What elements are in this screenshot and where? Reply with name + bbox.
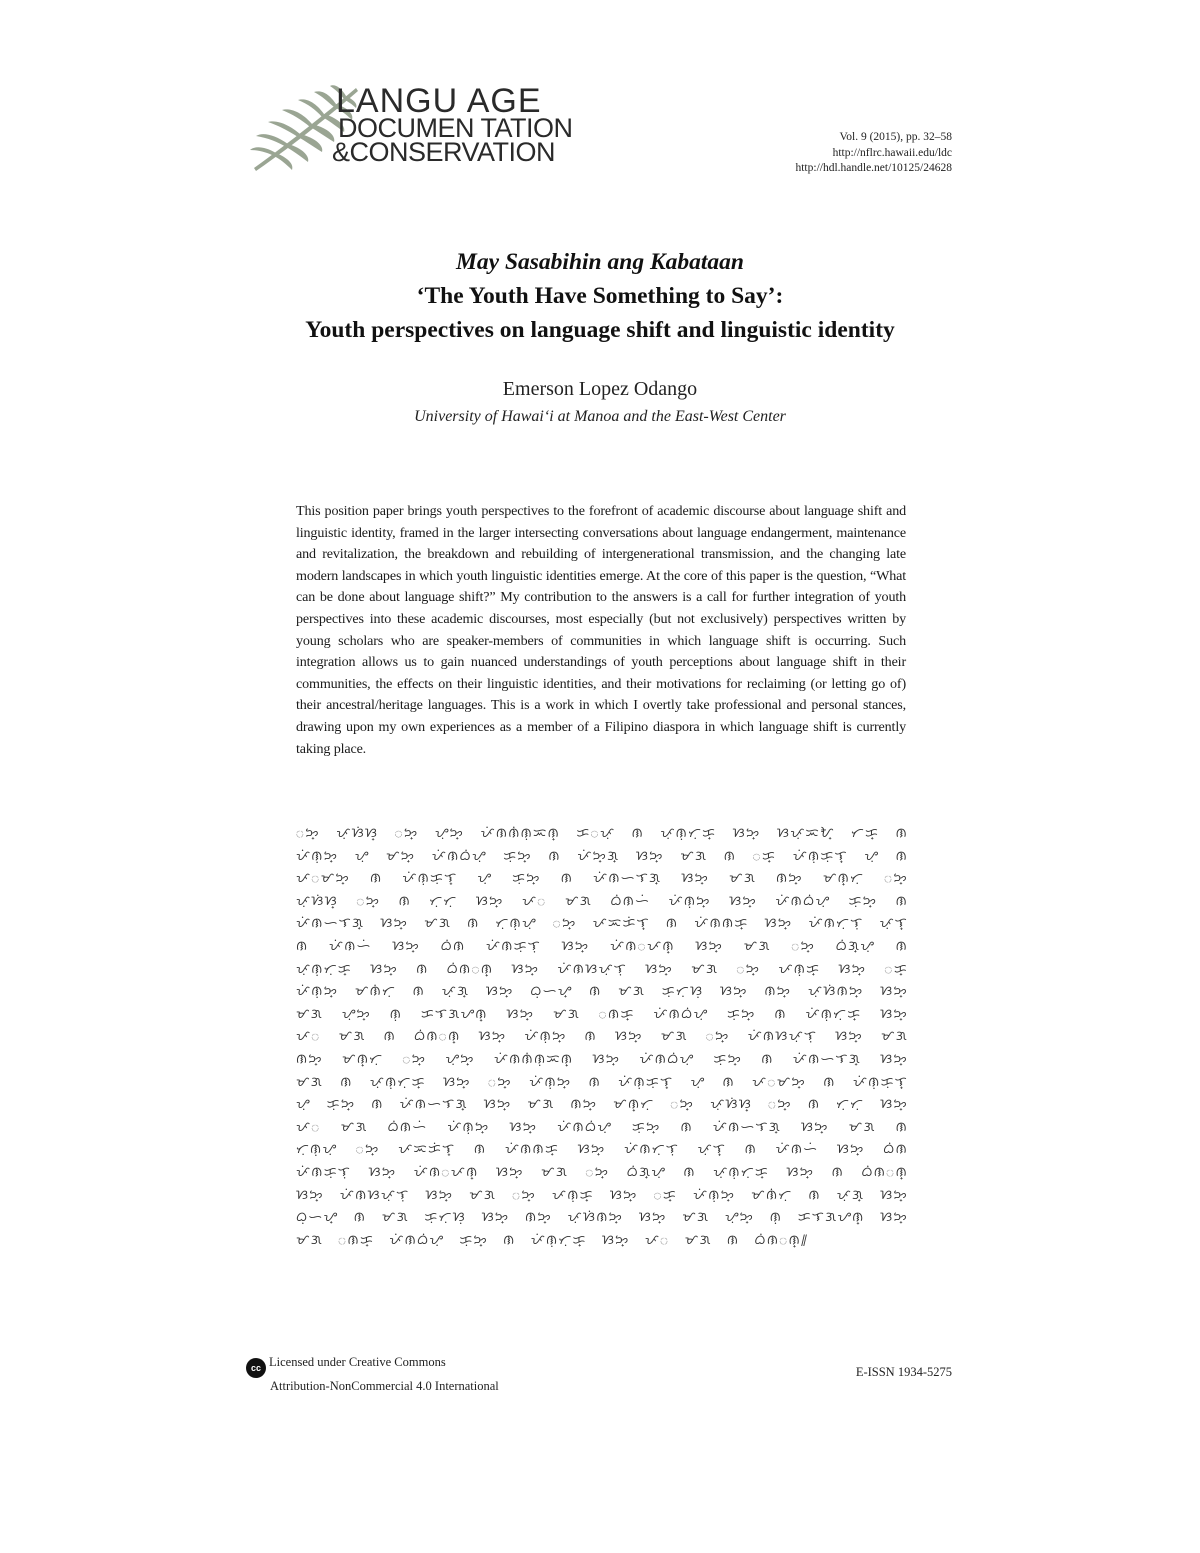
author-affiliation: University of Hawaiʻi at Manoa and the East-West Center (414, 408, 786, 425)
logo-line-language: LANGU AGE (336, 82, 542, 120)
title-translation: ‘The Youth Have Something to Say’: (416, 283, 784, 309)
author-name: Emerson Lopez Odango (502, 378, 698, 400)
license-line-2: Attribution-NonCommercial 4.0 International (270, 1379, 499, 1393)
volume-info: Vol. 9 (2015), pp. 32–58 (839, 131, 952, 143)
issn: E-ISSN 1934-5275 (855, 1365, 952, 1379)
journal-meta (795, 130, 952, 177)
license-row-1 (246, 1354, 499, 1378)
title-tagalog: May Sasabihin ang Kabataan (456, 249, 744, 275)
title-subtitle: Youth perspectives on language shift and linguistic identity (305, 317, 895, 343)
abstract-baybayin: ᜀᜅ᜔ ᜉᜓᜐᜒᜐ᜔ ᜀᜅ᜔ ᜌᜓᜅ᜔ ᜉᜒᜈᜈᜒᜈᜓᜁᜈ᜔ ᜃᜀᜉᜓ ᜈ ᜉᜓᜈᜓᜆᜓᜃ᜔ ᜐᜅ᜔ ᜐᜉᜓᜁᜀ᜔ ᜆᜃ᜔ ᜈ ᜉᜒᜈᜓᜅ᜔ ᜌᜓ ᜋᜅ᜔ ᜉᜒᜈᜊᜒᜌᜓ ᜃᜓᜅ᜔ ᜈ ᜉᜒᜅ᜔ᜄ᜔ ᜐᜅ᜔ ᜋᜄ ᜈ ᜀᜃ᜔ ᜉᜒᜈᜓᜃᜓᜎ᜔ ᜌᜓ ᜈ ᜉᜀᜋᜅ᜔ ᜈ ᜉᜒᜈᜓᜃᜓᜎ᜔ ᜌᜓ ᜃᜓᜅ᜔ ᜈ ᜉᜒᜈᜑᜎᜄ᜔ ᜐᜅ᜔ ᜋᜄ ᜈᜅ᜔ ᜋᜈ᜔ᜆᜓ ᜀᜅ᜔ ᜉᜓᜐᜒᜐ᜔ ᜀᜅ᜔ ᜈ ᜆᜓᜆᜓ ᜐᜅ᜔ ᜉᜀ ᜋᜄ ᜊᜒᜈᜑᜒ ᜉᜒᜈᜓᜅ᜔ ᜐᜅ᜔ ᜉᜒᜈᜊᜒᜌᜓ ᜃᜓᜅ᜔ ᜈ ᜉᜒᜈᜑᜎᜄ᜔ ᜐᜅ᜔ ᜋᜄ ᜈ ᜆᜓᜈᜓᜌᜓ ᜀᜅ᜔ ᜉᜁᜃᜒᜎ᜔ ᜈ ᜉᜒᜈᜈᜃ᜔ ᜐᜅ᜔ ᜉᜒᜈᜆᜓᜎᜓ ᜉᜓᜎ᜔ ᜈ ᜉᜒᜈᜑᜒ ᜐᜅ᜔ ᜊᜒᜈ ᜉᜒᜈᜃᜓᜎᜓ ᜐᜅ᜔ ᜉᜒᜈᜀᜉᜈ᜔ ᜐᜅ᜔ ᜋᜄ ᜀᜅ᜔ ᜊᜒᜄ᜔ᜌᜓ ᜈ ᜉᜓᜈᜓᜆᜓᜃ᜔ ᜐᜅ᜔ ᜈ ᜊᜒᜈᜀᜈ᜔ ᜐᜅ᜔ ᜉᜒᜈᜐᜉᜓᜎᜓ ᜐᜅ᜔ ᜋᜄ ᜀᜅ᜔ ᜉᜈᜓᜃ᜔ ᜐᜅ᜔ ᜀᜃ᜔ ᜉᜒᜈᜓᜅ᜔ ᜋᜈᜒᜆᜓ ᜈ ᜉᜓᜄ᜔ ᜐᜅ᜔ ᜊᜓᜑᜌ᜔ ᜈ ᜋᜄ ᜃᜓᜆᜓᜐᜓ ᜐᜅ᜔ ᜈᜅ᜔ ᜉᜓᜐᜒᜈᜅ᜔ ᜐᜅ᜔ ᜋᜄ ᜌᜓᜅ᜔ ᜈᜓ ᜃᜎᜄᜌᜈ᜔ ᜐᜅ᜔ ᜋᜄ ᜀᜈᜃ᜔ ᜉᜒᜈᜊᜒᜌᜓ ᜃᜓᜅ᜔ ᜈ ᜉᜒᜈᜓᜆᜓᜃ᜔ ᜐᜅ᜔ ᜉᜀ ᜋᜄ ᜈ ᜊᜒᜈᜀᜈ᜔ ᜐᜅ᜔ ᜉᜒᜈᜓᜅ᜔ ᜈ ᜐᜅ᜔ ᜋᜄ ᜀᜅ᜔ ᜉᜒᜈᜐᜉᜓᜎᜓ ᜐᜅ᜔ ᜋᜄ ᜈᜅ᜔ ᜋᜈ᜔ᜆᜓ ᜀᜅ᜔ ᜌᜓᜅ᜔ ᜉᜒᜈᜈᜒᜈᜓᜁᜈ᜔ ᜐᜅ᜔ ᜉᜒᜈᜊᜒᜌᜓ ᜃᜓᜅ᜔ ᜈ ᜉᜒᜈᜑᜎᜄ᜔ ᜐᜅ᜔ ᜋᜄ ᜈ ᜉᜓᜈᜓᜆᜓᜃ᜔ ᜐᜅ᜔ ᜀᜅ᜔ ᜉᜒᜈᜓᜅ᜔ ᜈ ᜉᜒᜈᜓᜃᜓᜎ᜔ ᜌᜓ ᜈ ᜉᜀᜋᜅ᜔ ᜈ ᜉᜒᜈᜓᜃᜓᜎ᜔ ᜌᜓ ᜃᜓᜅ᜔ ᜈ ᜉᜒᜈᜑᜎᜄ᜔ ᜐᜅ᜔ ᜋᜄ ᜈᜅ᜔ ᜋᜈ᜔ᜆᜓ ᜀᜅ᜔ ᜉᜓᜐᜒᜐ᜔ ᜀᜅ᜔ ᜈ ᜆᜓᜆᜓ ᜐᜅ᜔ ᜉᜀ ᜋᜄ ᜊᜒᜈᜑᜒ ᜉᜒᜈᜓᜅ᜔ ᜐᜅ᜔ ᜉᜒᜈᜊᜒᜌᜓ ᜃᜓᜅ᜔ ᜈ ᜉᜒᜈᜑᜎᜄ᜔ ᜐᜅ᜔ ᜋᜄ ᜈ ᜆᜓᜈᜓᜌᜓ ᜀᜅ᜔ ᜉᜁᜃᜒᜎ᜔ ᜈ ᜉᜒᜈᜈᜃ᜔ ᜐᜅ᜔ ᜉᜒᜈᜆᜓᜎᜓ ᜉᜓᜎ᜔ ᜈ ᜉᜒᜈᜑᜒ ᜐᜅ᜔ ᜊᜒᜈ ᜉᜒᜈᜃᜓᜎᜓ ᜐᜅ᜔ ᜉᜒᜈᜀᜉᜈ᜔ ᜐᜅ᜔ ᜋᜄ ᜀᜅ᜔ ᜊᜒᜄ᜔ᜌᜓ ᜈ ᜉᜓᜈᜓᜆᜓᜃ᜔ ᜐᜅ᜔ ᜈ ᜊᜒᜈᜀᜈ᜔ ᜐᜅ᜔ ᜉᜒᜈᜐᜉᜓᜎᜓ ᜐᜅ᜔ ᜋᜄ ᜀᜅ᜔ ᜉᜈᜓᜃ᜔ ᜐᜅ᜔ ᜀᜃ᜔ ᜉᜒᜈᜓᜅ᜔ ᜋᜈᜒᜆᜓ ᜈ ᜉᜓᜄ᜔ ᜐᜅ᜔ ᜊᜓᜑᜌ᜔ ᜈ ᜋᜄ ᜃᜓᜆᜓᜐᜓ ᜐᜅ᜔ ᜈᜅ᜔ ᜉᜓᜐᜒᜈᜅ᜔ ᜐᜅ᜔ ᜋᜄ ᜌᜓᜅ᜔ ᜈᜓ ᜃᜎᜄᜌᜈ᜔ ᜐᜅ᜔ ᜋᜄ ᜀᜈᜃ᜔ ᜉᜒᜈᜊᜒᜌᜓ ᜃᜓᜅ᜔ ᜈ ᜉᜒᜈᜓᜆᜓᜃ᜔ ᜐᜅ᜔ ᜉᜀ ᜋᜄ ᜈ ᜊᜒᜈᜀᜈ᜔᜶ (296, 826, 908, 1248)
paper-title (0, 245, 1200, 347)
journal-url[interactable]: http://nflrc.hawaii.edu/ldc (832, 146, 952, 159)
license-line-1: Licensed under Creative Commons (269, 1355, 446, 1369)
creative-commons-icon: cc (246, 1358, 266, 1378)
journal-logo (250, 82, 590, 174)
license-info (246, 1354, 499, 1395)
logo-line-documentation: DOCUMEN TATION (338, 113, 573, 143)
abstract-english: This position paper brings youth perspectives to the forefront of academic discourse about language shift and linguistic identity, framed in the larger intersecting conversations about language endangerment, maintenance and revitalization, the breakdown and rebuilding of intergenerational transmission, and the changing late modern landscapes in which youth linguistic identities emerge. At the core of this paper is the question, “What can be done about language shift?” My contribution to the answers is a call for further integration of youth perspectives into these academic discourses, most especially (but not exclusively) perspectives written by young scholars who are speaker-members of communities in which language shift is occurring. Such integration allows us to gain nuanced understandings of youth perceptions about language shift in their communities, the effects on their linguistic identities, and their motivations for reclaiming (or letting go of) their ancestral/heritage languages. This is a work in which I overtly take professional and personal stances, drawing upon my own experiences as a member of a Filipino diaspora in which language shift is currently taking place. (296, 503, 906, 757)
journal-name (332, 82, 573, 167)
logo-line-conservation: &CONSERVATION (332, 137, 556, 167)
handle-url[interactable]: http://hdl.handle.net/10125/24628 (795, 162, 952, 174)
